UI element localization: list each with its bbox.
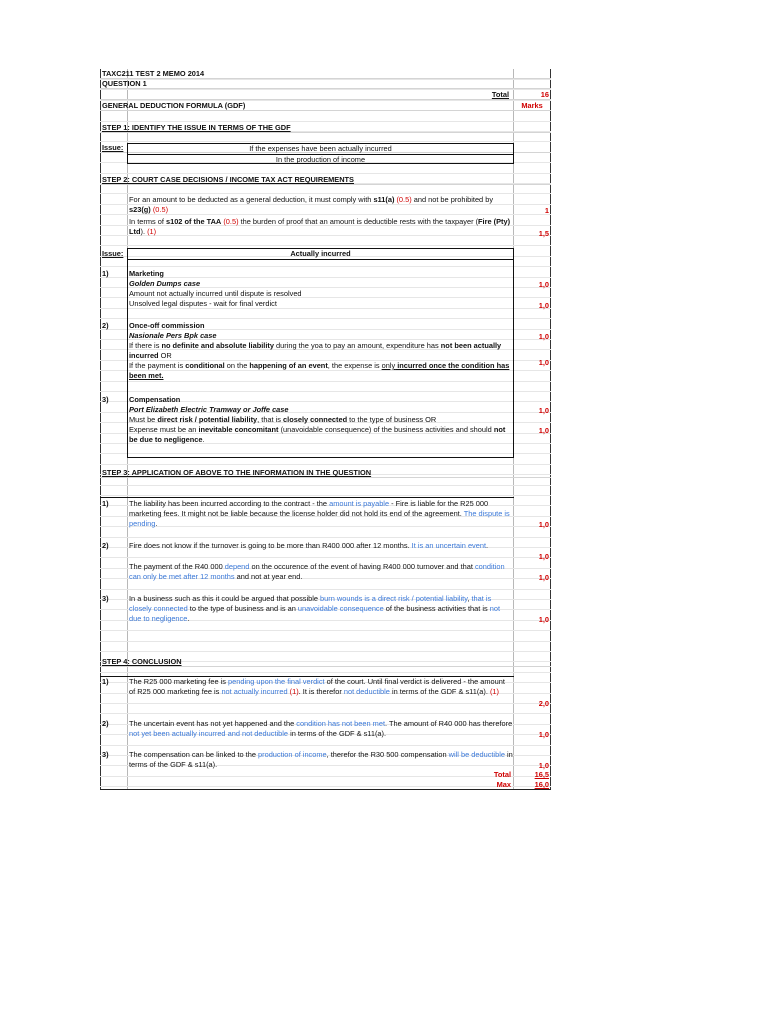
grid-line xyxy=(100,672,551,673)
s4-item1-mark: 2,0 xyxy=(538,699,549,708)
max-value: 16,0 xyxy=(534,780,549,789)
s4-item1-number: 1) xyxy=(102,677,109,686)
s4-item3-mark: 1,0 xyxy=(538,761,549,770)
final-total-value: 16,5 xyxy=(534,770,549,779)
step3-heading: STEP 3: APPLICATION OF ABOVE TO THE INFORMATION IN THE QUESTION xyxy=(102,468,372,477)
step2-p2-mark: 1,5 xyxy=(538,229,549,238)
max-label: Max xyxy=(496,780,511,789)
gdf-heading: GENERAL DEDUCTION FORMULA (GDF) xyxy=(102,101,246,110)
spreadsheet-sheet xyxy=(100,69,551,790)
s4-item3-text: The compensation can be linked to the production of income, therefor the R30 500 compensation will be deductible in terms of the GDF & s11(a). xyxy=(129,750,513,769)
step2-paragraph-2: In terms of s102 of the TAA (0.5) the burden of proof that an amount is deductible rests with the taxpayer (Fire (Pty) Ltd). (1) xyxy=(129,217,511,236)
grid-line xyxy=(100,193,551,194)
step1-heading-row xyxy=(100,122,551,133)
s102-ref: s102 of the TAA xyxy=(165,217,222,226)
s3-item2-mark2: 1,0 xyxy=(538,573,549,582)
step1-heading: STEP 1: IDENTIFY THE ISSUE IN TERMS OF THE GDF xyxy=(102,123,291,132)
grid-line xyxy=(100,495,551,496)
actually-incurred-title: Actually incurred xyxy=(128,249,513,260)
item1-marketing: Marketing Golden Dumps case Amount not actually incurred until dispute is resolved Unsolved legal disputes - wait for final verdict xyxy=(129,269,513,309)
golden-dumps-case: Golden Dumps case xyxy=(129,279,201,288)
total-label: Total xyxy=(491,90,509,99)
step1-issue-line2: In the production of income xyxy=(275,155,366,164)
step2-p1-mark: 1 xyxy=(544,206,549,215)
s23g-ref: s23(g) xyxy=(129,205,151,214)
item3-compensation: Compensation Port Elizabeth Electric Tramway or Joffe case Must be direct risk / potential liability, that is closely connected to the type of business OR Expense must be an inevitable concomitant (unavoidable consequence) of the business activities and should not be due to negligence. xyxy=(129,395,513,445)
grid-line xyxy=(100,245,551,246)
step2-heading: STEP 2: COURT CASE DECISIONS / INCOME TAX ACT REQUIREMENTS xyxy=(102,175,354,184)
step4-heading-row xyxy=(100,656,551,667)
item2-commission: Once-off commission Nasionale Pers Bpk case If there is no definite and absolute liability during the yoa to pay an amount, expenditure has not been actually incurred OR If the payment is conditional on the happening of an event, the expense is only incurred once the condition has been met. xyxy=(129,321,513,381)
s4-item3-number: 3) xyxy=(102,750,109,759)
nasionale-pers-case: Nasionale Pers Bpk case xyxy=(129,331,217,340)
item3-mark1: 1,0 xyxy=(538,406,549,415)
s3-item1-number: 1) xyxy=(102,499,109,508)
pe-tramway-case: Port Elizabeth Electric Tramway or Joffe case xyxy=(129,405,289,414)
step1-issue-line1: If the expenses have been actually incurred xyxy=(128,144,513,155)
s3-item1-mark: 1,0 xyxy=(538,520,549,529)
s3-item2-text-a: Fire does not know if the turnover is going to be more than R400 000 after 12 months. It is an uncertain event. xyxy=(129,541,489,550)
step1-issue-box xyxy=(127,143,514,164)
header-row-title xyxy=(100,69,551,79)
grid-line xyxy=(100,464,551,465)
grid-line xyxy=(100,485,551,486)
s3-item2-text-b: The payment of the R40 000 depend on the occurence of the event of having R400 000 turnover and that condition can only be met after 12 months and not at year end. xyxy=(129,562,505,581)
step3-heading-row xyxy=(100,467,551,478)
item3-number: 3) xyxy=(102,395,109,404)
item1-number: 1) xyxy=(102,269,109,278)
grid-line xyxy=(100,141,551,142)
marks-label: Marks xyxy=(521,101,543,110)
final-total-row xyxy=(100,770,551,780)
memo-title: TAXC211 TEST 2 MEMO 2014 xyxy=(102,69,205,78)
step1-issue-label: Issue: xyxy=(102,143,124,152)
s3-item2-mark1: 1,0 xyxy=(538,552,549,561)
step2-issue-label: Issue: xyxy=(102,249,124,258)
s4-item1-text: The R25 000 marketing fee is pending upon the final verdict of the court. Until final verdict is delivered - the amount of R25 000 marketing fee is not actually incurred (1). It is therefor not deductible in terms of the GDF & s11(a). (1) xyxy=(129,677,505,696)
header-row-total xyxy=(100,89,551,100)
item1-mark1: 1,0 xyxy=(538,280,549,289)
s4-item2-number: 2) xyxy=(102,719,109,728)
s3-item3-number: 3) xyxy=(102,594,109,603)
question-label: QUESTION 1 xyxy=(102,79,147,88)
s3-item3-mark: 1,0 xyxy=(538,615,549,624)
header-row-question xyxy=(100,79,551,89)
grid-line xyxy=(100,651,551,652)
s4-item2-text: The uncertain event has not yet happened and the condition has not been met. The amount of R40 000 has therefore not yet been actually incurred and not deductible in terms of the GDF & s11(a). xyxy=(129,719,513,738)
item2-mark1: 1,0 xyxy=(538,332,549,341)
s11a-ref: s11(a) xyxy=(373,195,395,204)
header-row-gdf xyxy=(100,100,551,111)
total-value: 16 xyxy=(540,90,549,99)
grid-line xyxy=(100,641,551,642)
item1-mark2: 1,0 xyxy=(538,301,549,310)
max-row xyxy=(100,780,551,790)
fire-case-ref: Fire (Pty) Ltd xyxy=(129,217,511,236)
step2-paragraph-1: For an amount to be deducted as a general deduction, it must comply with s11(a) (0.5) and not be prohibited by s23(g) (0.5) xyxy=(129,195,494,214)
item3-mark2: 1,0 xyxy=(538,426,549,435)
s3-item1-text: The liability has been incurred according to the contract - the amount is payable - Fire is liable for the R25 000 marketing fees. It might not be liable because the license holder did not hold its end of the agreement. The dispute is pending. xyxy=(129,499,510,528)
s3-item2-number: 2) xyxy=(102,541,109,550)
item2-number: 2) xyxy=(102,321,109,330)
step4-heading: STEP 4: CONCLUSION xyxy=(102,657,182,666)
final-total-label: Total xyxy=(493,770,511,779)
s3-item3-text: In a business such as this it could be argued that possible burn wounds is a direct risk / potential liability, that is closely connected to the type of business and is an unavoidable consequence of the business activities that is not due to negligence. xyxy=(129,594,501,623)
item2-mark2: 1,0 xyxy=(538,358,549,367)
s4-item2-mark: 1,0 xyxy=(538,730,549,739)
step2-heading-row xyxy=(100,174,551,185)
